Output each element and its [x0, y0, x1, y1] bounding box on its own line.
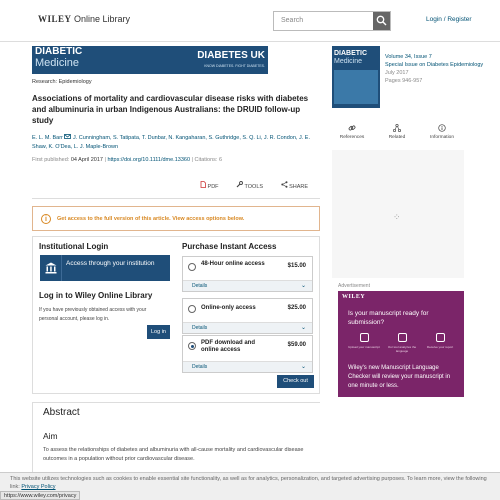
purchase-option-online[interactable] — [182, 298, 313, 334]
abstract-section — [32, 402, 320, 472]
ad-message: Wiley's new Manuscript Language Checker will review your manuscript in one minute or less. — [348, 365, 451, 389]
purchase-heading: Purchase Instant Access — [182, 242, 277, 251]
breadcrumb: Research: Epidemiology — [32, 79, 92, 85]
institutional-login-heading: Institutional Login — [39, 242, 109, 251]
ribbon-related[interactable]: Related — [377, 118, 417, 140]
journal-cover[interactable]: DIABETIC Medicine — [332, 46, 380, 108]
info-icon: i — [41, 214, 51, 224]
privacy-policy-link[interactable]: Privacy Policy — [21, 484, 56, 490]
sidebar-ribbon — [332, 118, 462, 148]
access-notice-text: Get access to the full version of this article. View access options below. — [57, 216, 245, 222]
wiley-logo[interactable]: WILEY Online Library — [38, 14, 131, 24]
abstract-heading: Abstract — [43, 407, 80, 418]
option-price: $25.00 — [287, 305, 306, 311]
pdf-button[interactable]: PDF — [200, 184, 227, 190]
issue-info: Volume 34, Issue 7 Special Issue on Diabetes Epidemiology July 2017 Pages 946-957 — [385, 54, 484, 84]
ad-step: Upload your manuscript — [348, 331, 380, 349]
pdf-icon — [200, 181, 206, 188]
option-price: $15.00 — [287, 263, 306, 269]
tools-button[interactable]: TOOLS — [236, 184, 271, 190]
share-button[interactable]: SHARE — [281, 184, 316, 190]
journal-title-line2: Medicine — [35, 57, 80, 69]
upload-icon — [360, 333, 369, 342]
access-notice[interactable] — [32, 206, 320, 231]
journal-title-line1: DIABETIC — [35, 46, 83, 57]
option-details-toggle[interactable]: Details ⌄ — [183, 280, 312, 291]
network-icon — [393, 124, 401, 132]
ribbon-information[interactable]: Information — [422, 118, 462, 140]
option-name: 48-Hour online access — [201, 261, 265, 267]
link-icon — [348, 124, 356, 132]
option-name: PDF download and online access — [201, 340, 255, 353]
cookie-text: This website utilizes technologies such as cookies to enable essential site functionality, as well as for analytics, personalization, and targeted advertising purposes. To learn more, view the following link: — [10, 476, 487, 490]
email-icon[interactable] — [64, 134, 71, 139]
search-placeholder: Search — [281, 17, 304, 24]
purchase-option-pdf[interactable] — [182, 335, 313, 373]
divider — [32, 198, 320, 199]
share-icon — [281, 181, 288, 188]
partner-logo: DIABETES UK KNOW DIABETES. FIGHT DIABETES. — [197, 50, 265, 68]
cover-image — [334, 70, 378, 104]
radio-48h[interactable] — [188, 263, 196, 271]
abstract-text: To assess the relationships of diabetes and albuminuria with all-cause mortality and cardiovascular disease outcomes in a population without prior cardiovascular disease. — [43, 447, 304, 462]
ribbon-references[interactable]: References — [332, 118, 372, 140]
author-list[interactable]: E. L. M. Barr J. Cunningham, S. Tatipata, T. Dunbar, N. Kangaharan, S. Guthridge, S. Q. Li, J. R. Condon, J. E. Shaw, K. O'Dea, L. J. Maple-Brown — [32, 135, 310, 150]
login-button[interactable]: Log in — [147, 325, 170, 339]
loading-spinner-icon: ⁘ — [393, 212, 401, 222]
aim-heading: Aim — [43, 431, 58, 441]
radio-online[interactable] — [188, 305, 196, 313]
info-circle-icon — [438, 124, 446, 132]
radio-pdf[interactable] — [188, 342, 196, 350]
checkout-button[interactable]: Check out — [277, 375, 314, 388]
article-tools — [200, 181, 324, 190]
wrench-icon — [236, 181, 243, 188]
option-price: $59.00 — [287, 342, 306, 348]
search-icon — [376, 15, 387, 26]
doi-link[interactable]: https://doi.org/10.1111/dme.13360 — [107, 157, 190, 163]
article-title: Associations of mortality and cardiovascular disease risks with diabetes and albuminuria in urban Indigenous Australians: the DRUID follow-up study — [32, 94, 309, 125]
special-issue-link[interactable]: Special Issue on Diabetes Epidemiology — [385, 62, 484, 68]
wiley-login-heading: Log in to Wiley Online Library — [39, 291, 153, 300]
search-button[interactable] — [373, 12, 390, 30]
purchase-option-48h[interactable] — [182, 256, 313, 292]
article-meta: First published: 04 April 2017 | https://doi.org/10.1111/dme.13360 | Citations: 6 — [32, 157, 223, 163]
volume-link[interactable]: Volume 34, Issue 7 — [385, 54, 432, 60]
advertisement-label: Advertisement — [338, 283, 370, 289]
chevron-down-icon: ⌄ — [300, 364, 306, 370]
status-bar-url: https://www.wiley.com/privacy — [0, 491, 80, 500]
ad-step: Receive your report — [424, 331, 456, 349]
ad-question: Is your manuscript ready for submission? — [348, 310, 429, 326]
chevron-down-icon: ⌄ — [300, 325, 306, 331]
journal-banner[interactable] — [32, 46, 268, 74]
site-header — [0, 0, 500, 42]
report-icon — [436, 333, 445, 342]
access-panel — [32, 236, 320, 394]
chevron-down-icon: ⌄ — [300, 283, 306, 289]
login-register-link[interactable]: Login / Register — [426, 16, 472, 23]
institution-access-label: Access through your institution — [66, 260, 155, 267]
option-details-toggle[interactable]: Details ⌄ — [183, 361, 312, 372]
ad-step: Our tool analyzes the language — [386, 331, 418, 353]
ad-brand: WILEY — [342, 294, 366, 300]
ad-steps — [348, 331, 458, 357]
wiley-login-text: If you have previously obtained access with your personal account, please log in. — [39, 307, 147, 322]
option-details-toggle[interactable]: Details ⌄ — [183, 322, 312, 333]
institution-access-button[interactable] — [40, 255, 170, 281]
option-name: Online-only access — [201, 305, 256, 311]
advertisement-banner[interactable] — [338, 291, 464, 397]
analyze-icon — [398, 333, 407, 342]
search-input[interactable] — [273, 11, 391, 31]
institution-icon — [40, 255, 62, 281]
